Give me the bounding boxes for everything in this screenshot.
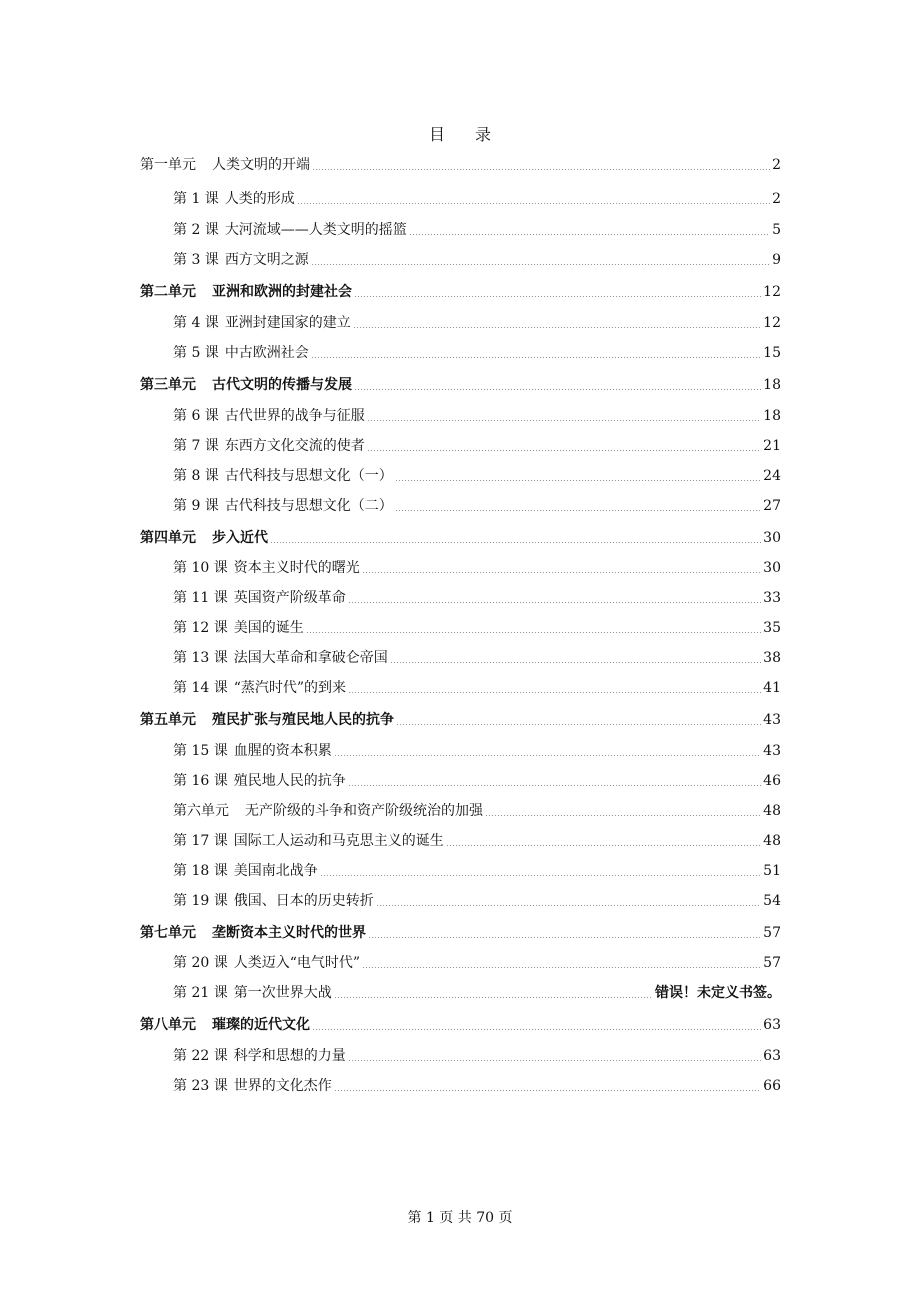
toc-entry-name: 人类文明的开端	[212, 157, 310, 173]
toc-entry-title	[173, 467, 393, 485]
toc-entry[interactable]	[173, 679, 781, 697]
toc-entry-title	[173, 407, 365, 425]
toc-entry-title	[173, 497, 393, 515]
toc-entry-page: 5	[772, 222, 781, 238]
toc-entry-page: 30	[763, 560, 781, 576]
toc-entry[interactable]	[173, 344, 781, 362]
toc-entry-page: 51	[763, 863, 781, 879]
toc-title	[0, 122, 920, 145]
toc-entry-number: 第 19 课	[173, 893, 228, 909]
toc-entry-name: 美国的诞生	[233, 620, 304, 636]
toc-entry-page: 63	[763, 1017, 781, 1033]
toc-entry-title	[140, 283, 352, 301]
toc-entry-number: 第四单元	[140, 530, 196, 546]
toc-entry-page: 33	[763, 590, 781, 606]
toc-entry-number: 第 7 课	[173, 438, 219, 454]
toc-entry[interactable]	[173, 1077, 781, 1095]
toc-entry-number: 第二单元	[140, 284, 196, 300]
toc-title-right: 录	[475, 125, 492, 144]
dot-leader	[362, 572, 761, 573]
toc-entry-page: 18	[763, 408, 781, 424]
toc-entry-title	[173, 802, 483, 820]
toc-entry-title	[173, 862, 318, 880]
toc-entry-page: 30	[763, 530, 781, 546]
toc-entry-name: 无产阶级的斗争和资产阶级统治的加强	[245, 803, 483, 819]
toc-entry[interactable]	[173, 559, 781, 577]
dot-leader	[348, 785, 761, 786]
toc-entry-page: 18	[763, 377, 781, 393]
toc-entry[interactable]	[173, 649, 781, 667]
toc-entry-name: 古代科技与思想文化（二）	[224, 498, 393, 514]
toc-entry-title	[173, 649, 388, 667]
toc-entry-title	[173, 190, 295, 208]
toc-entry-number: 第 3 课	[173, 252, 219, 268]
toc-entry-name: 世界的文化杰作	[233, 1078, 332, 1094]
toc-entry-number: 第五单元	[140, 712, 196, 728]
toc-entry-page: 43	[763, 743, 781, 759]
toc-entry-name: 亚洲和欧洲的封建社会	[212, 284, 352, 300]
toc-entry-number: 第 18 课	[173, 863, 228, 879]
toc-entry-number: 第 10 课	[173, 560, 228, 576]
dot-leader	[312, 1029, 761, 1030]
dot-leader	[311, 357, 761, 358]
toc-entry-name: 大河流域——人类文明的摇篮	[224, 222, 407, 238]
toc-entry[interactable]	[173, 892, 781, 910]
toc-entry-name: 人类迈入“电气时代”	[233, 955, 361, 971]
toc-entry-number: 第八单元	[140, 1017, 196, 1033]
toc-entry-page: 38	[763, 650, 781, 666]
toc-entry-number: 第 14 课	[173, 680, 228, 696]
toc-entry-number: 第 15 课	[173, 743, 228, 759]
toc-entry-number: 第 21 课	[173, 985, 228, 1001]
toc-entry-page: 41	[763, 680, 781, 696]
toc-entry-page: 66	[763, 1078, 781, 1094]
toc-entry-page: 43	[763, 712, 781, 728]
toc-entry-name: “蒸汽时代”的到来	[233, 680, 347, 696]
toc-entry[interactable]	[173, 589, 781, 607]
toc-entry-page: 48	[763, 833, 781, 849]
toc-entry-title	[173, 892, 374, 910]
dot-leader	[270, 542, 761, 543]
toc-entry-name: 璀璨的近代文化	[212, 1017, 310, 1033]
dot-leader	[368, 937, 761, 938]
toc-entry-name: 英国资产阶级革命	[233, 590, 346, 606]
toc-entry-page: 2	[772, 191, 781, 207]
toc-entry-number: 第 1 课	[173, 191, 219, 207]
toc-entry-name: 步入近代	[212, 530, 268, 546]
dot-leader	[354, 389, 761, 390]
toc-entry-error: 错误！未定义书签。	[655, 985, 781, 1001]
toc-entry[interactable]	[140, 156, 781, 174]
toc-entry-name: 俄国、日本的历史转折	[233, 893, 374, 909]
toc-entry-number: 第一单元	[140, 157, 196, 173]
toc-entry[interactable]	[173, 407, 781, 425]
toc-entry-name: 古代世界的战争与征服	[224, 408, 365, 424]
toc-entry-name: 第一次世界大战	[233, 985, 332, 1001]
toc-entry[interactable]	[173, 984, 781, 1002]
toc-entry-page: 46	[763, 773, 781, 789]
toc-entry-name: 法国大革命和拿破仑帝国	[233, 650, 388, 666]
toc-entry-title	[173, 1077, 332, 1095]
dot-leader	[334, 997, 653, 998]
dot-leader	[367, 420, 761, 421]
toc-entry-name: 美国南北战争	[233, 863, 318, 879]
toc-entry[interactable]	[140, 924, 781, 942]
toc-entry-number: 第七单元	[140, 925, 196, 941]
dot-leader	[362, 967, 761, 968]
toc-entry-page: 57	[763, 955, 781, 971]
dot-leader	[320, 875, 761, 876]
dot-leader	[306, 632, 761, 633]
toc-entry-name: 东西方文化交流的使者	[224, 438, 365, 454]
toc-entry-title	[140, 711, 394, 729]
toc-entry-title	[140, 924, 366, 942]
toc-entry-name: 西方文明之源	[224, 252, 309, 268]
dot-leader	[312, 169, 770, 170]
toc-entry-title	[140, 376, 352, 394]
toc-entry-number: 第 4 课	[173, 315, 219, 331]
dot-leader	[396, 724, 761, 725]
dot-leader	[354, 296, 761, 297]
dot-leader	[334, 755, 761, 756]
toc-entry-name: 殖民扩张与殖民地人民的抗争	[212, 712, 394, 728]
toc-entry[interactable]	[173, 1047, 781, 1065]
toc-entry-title	[173, 559, 360, 577]
toc-entry-title	[173, 221, 407, 239]
toc-entry[interactable]	[173, 802, 781, 820]
toc-entry[interactable]	[140, 376, 781, 394]
toc-entry[interactable]	[173, 742, 781, 760]
toc-entry-title	[173, 832, 444, 850]
toc-entry-page: 15	[763, 345, 781, 361]
toc-entry-title	[173, 742, 332, 760]
toc-entry-number: 第六单元	[173, 803, 229, 819]
page-footer: 第 1 页 共 70 页	[407, 1210, 513, 1226]
toc-entry-title	[173, 251, 309, 269]
dot-leader	[297, 203, 770, 204]
toc-entry-page: 21	[763, 438, 781, 454]
toc-entry-page: 24	[763, 468, 781, 484]
toc-entry-page: 35	[763, 620, 781, 636]
toc-entry-number: 第 12 课	[173, 620, 228, 636]
toc-entry-title	[140, 529, 268, 547]
toc-entry[interactable]	[173, 437, 781, 455]
toc-entry-number: 第 17 课	[173, 833, 228, 849]
toc-entry-title	[173, 314, 351, 332]
dot-leader	[446, 845, 761, 846]
toc-entry-name: 古代科技与思想文化（一）	[224, 468, 393, 484]
toc-entry-number: 第 23 课	[173, 1078, 228, 1094]
toc-entry-name: 中古欧洲社会	[224, 345, 309, 361]
toc-entry-page: 48	[763, 803, 781, 819]
toc-entry[interactable]	[173, 251, 781, 269]
toc-entry-page: 57	[763, 925, 781, 941]
toc-entry[interactable]	[173, 467, 781, 485]
toc-entry-number: 第 2 课	[173, 222, 219, 238]
toc-entry-number: 第 8 课	[173, 468, 219, 484]
toc-entry-number: 第三单元	[140, 377, 196, 393]
toc-entry-number: 第 9 课	[173, 498, 219, 514]
toc-entry[interactable]	[173, 954, 781, 972]
toc-entry-name: 科学和思想的力量	[233, 1048, 346, 1064]
dot-leader	[348, 1060, 761, 1061]
toc-entry-title	[173, 344, 309, 362]
toc-entry[interactable]	[173, 862, 781, 880]
toc-entry-title	[173, 1047, 346, 1065]
toc-entry[interactable]	[173, 832, 781, 850]
dot-leader	[348, 602, 761, 603]
dot-leader	[353, 327, 761, 328]
toc-entry-title	[173, 589, 346, 607]
toc-entry-name: 血腥的资本积累	[233, 743, 332, 759]
dot-leader	[395, 480, 761, 481]
toc-entry-number: 第 6 课	[173, 408, 219, 424]
toc-entry-title	[173, 619, 304, 637]
toc-entry-page: 9	[772, 252, 781, 268]
toc-entry[interactable]	[173, 497, 781, 515]
toc-entry[interactable]	[173, 314, 781, 332]
toc-entry-page: 63	[763, 1048, 781, 1064]
toc-entry-title	[173, 954, 360, 972]
toc-entry-title	[173, 437, 365, 455]
dot-leader	[485, 815, 761, 816]
toc-entry[interactable]	[173, 619, 781, 637]
dot-leader	[395, 510, 761, 511]
toc-entry-page: 54	[763, 893, 781, 909]
dot-leader	[367, 450, 761, 451]
toc-entry[interactable]	[140, 1016, 781, 1034]
toc-entry-name: 资本主义时代的曙光	[233, 560, 360, 576]
toc-entry[interactable]	[140, 283, 781, 301]
toc-entry-page: 12	[763, 284, 781, 300]
dot-leader	[376, 905, 761, 906]
toc-entry-number: 第 16 课	[173, 773, 228, 789]
toc-entry[interactable]	[173, 190, 781, 208]
toc-entry-title	[140, 1016, 310, 1034]
toc-entry-number: 第 11 课	[173, 590, 228, 606]
toc-entry-number: 第 13 课	[173, 650, 228, 666]
toc-entry-title	[173, 772, 346, 790]
toc-entry-title	[173, 679, 346, 697]
dot-leader	[409, 234, 770, 235]
toc-entry-page: 27	[763, 498, 781, 514]
toc-entry[interactable]	[140, 711, 781, 729]
toc-entry[interactable]	[173, 221, 781, 239]
toc-entry-page: 2	[772, 157, 781, 173]
toc-entry-page: 12	[763, 315, 781, 331]
toc-entry-name: 亚洲封建国家的建立	[224, 315, 351, 331]
toc-title-left: 目	[428, 125, 445, 144]
toc-entry-name: 国际工人运动和马克思主义的诞生	[233, 833, 444, 849]
dot-leader	[390, 662, 761, 663]
toc-entry[interactable]	[140, 529, 781, 547]
toc-entry-number: 第 22 课	[173, 1048, 228, 1064]
dot-leader	[311, 264, 770, 265]
toc-entry-name: 人类的形成	[224, 191, 295, 207]
toc-entry[interactable]	[173, 772, 781, 790]
toc-entry-title	[173, 984, 332, 1002]
toc-entry-number: 第 20 课	[173, 955, 228, 971]
toc-entry-name: 古代文明的传播与发展	[212, 377, 352, 393]
toc-entry-number: 第 5 课	[173, 345, 219, 361]
toc-entry-title	[140, 156, 310, 174]
toc-entry-name: 垄断资本主义时代的世界	[212, 925, 366, 941]
dot-leader	[334, 1090, 761, 1091]
dot-leader	[348, 692, 761, 693]
toc-entry-name: 殖民地人民的抗争	[233, 773, 346, 789]
